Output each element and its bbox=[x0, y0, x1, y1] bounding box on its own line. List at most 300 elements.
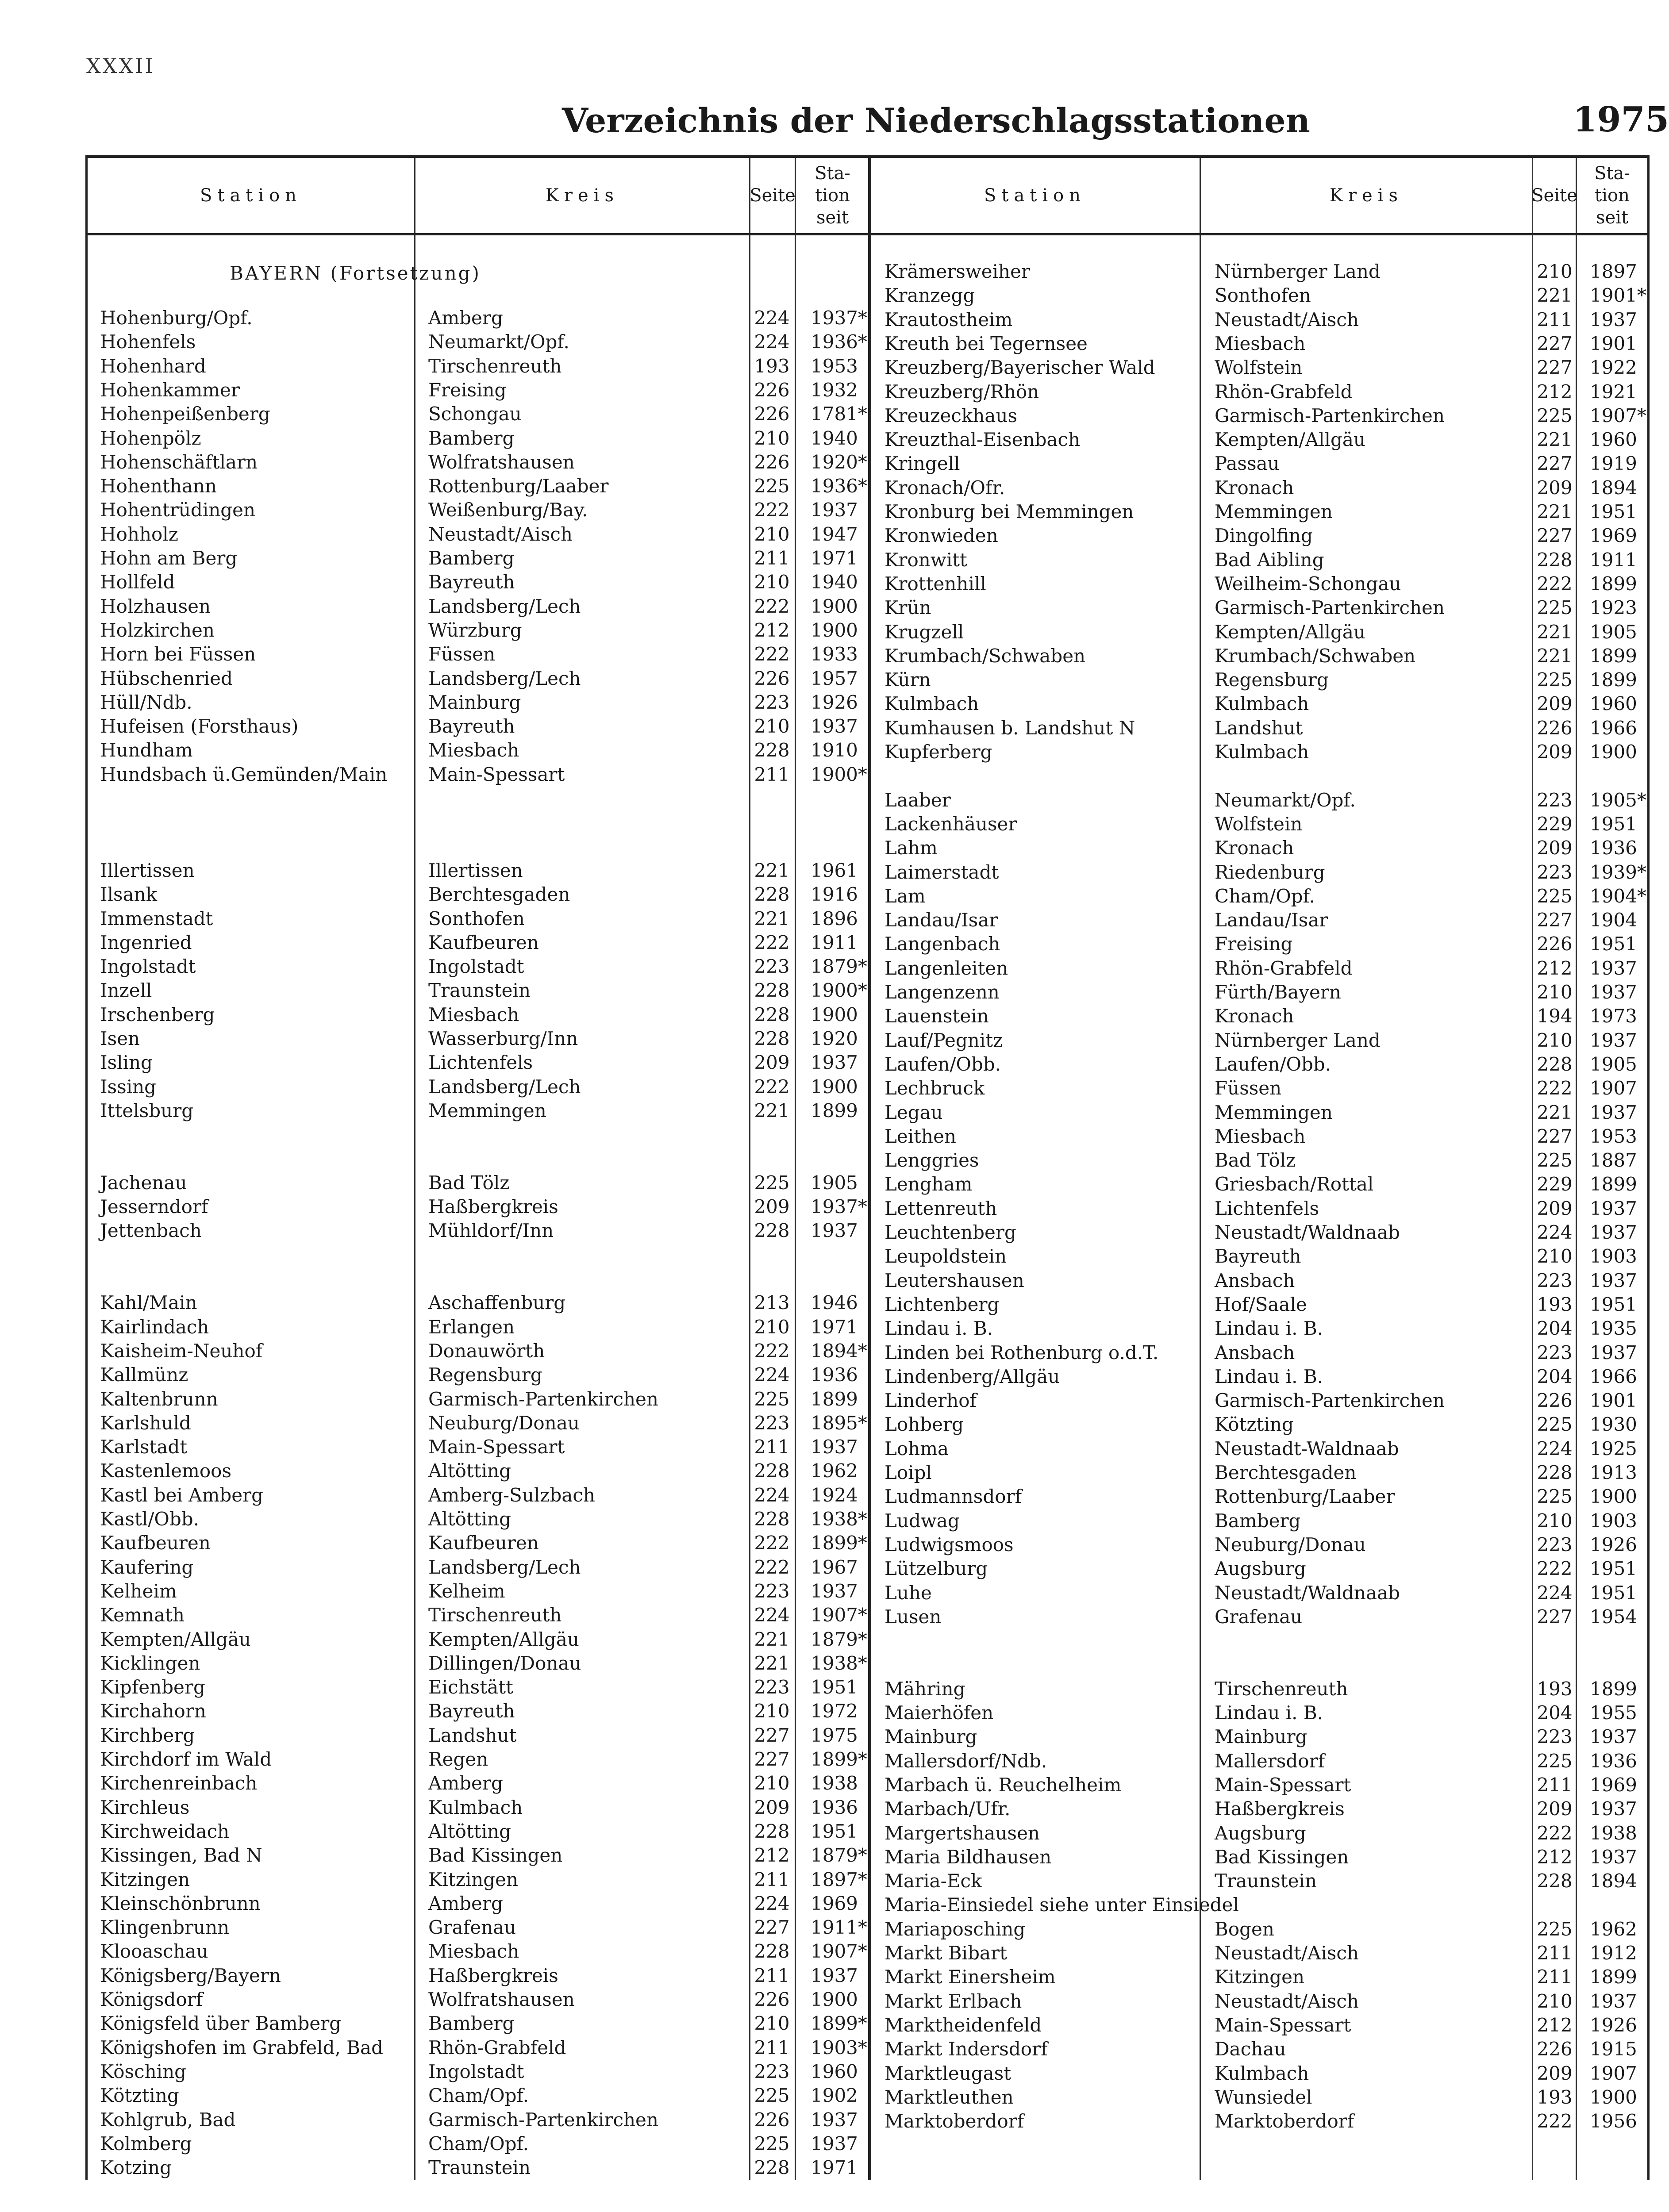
seite-cell: 223 bbox=[754, 2060, 790, 2082]
station-cell: Laimerstadt bbox=[884, 861, 999, 883]
station-cell: Hundsbach ü.Gemünden/Main bbox=[100, 763, 388, 785]
kreis-cell: Riedenburg bbox=[1215, 861, 1325, 883]
table-row bbox=[88, 1675, 869, 1699]
table-row bbox=[870, 284, 1647, 307]
kreis-cell: Garmisch-Partenkirchen bbox=[1215, 597, 1445, 619]
section-heading: BAYERN (Fortsetzung) bbox=[230, 262, 481, 284]
seit-cell: 1938 bbox=[1590, 1822, 1637, 1844]
seite-cell: 209 bbox=[1537, 2062, 1573, 2084]
seit-cell: 1951 bbox=[811, 1676, 858, 1698]
seite-cell: 221 bbox=[1537, 621, 1573, 643]
station-cell: Kempten/Allgäu bbox=[100, 1628, 251, 1650]
seite-cell: 227 bbox=[1537, 909, 1573, 931]
station-cell: Laufen/Obb. bbox=[884, 1053, 1001, 1075]
seite-cell: 209 bbox=[1537, 837, 1573, 859]
seite-cell: 225 bbox=[754, 2132, 790, 2154]
station-cell: Loipl bbox=[884, 1462, 932, 1483]
kreis-cell: Landsberg/Lech bbox=[428, 595, 581, 617]
seite-cell: 224 bbox=[754, 1892, 790, 1914]
seite-cell: 228 bbox=[754, 1508, 790, 1530]
station-cell: Kaufbeuren bbox=[100, 1532, 211, 1554]
station-cell: Lauf/Pegnitz bbox=[884, 1029, 1003, 1051]
seite-cell: 226 bbox=[1537, 1390, 1573, 1412]
seite-cell: 223 bbox=[754, 691, 790, 713]
table-row bbox=[88, 1988, 869, 2012]
page-number: XXXII bbox=[86, 54, 155, 78]
seite-cell: 226 bbox=[754, 403, 790, 425]
seit-cell: 1933 bbox=[811, 643, 858, 665]
seit-cell: 1899 bbox=[1590, 645, 1637, 667]
kreis-cell: Traunstein bbox=[1215, 1870, 1317, 1892]
kreis-cell: Lindau i. B. bbox=[1215, 1702, 1323, 1724]
table-row bbox=[870, 788, 1647, 812]
station-cell: Holzkirchen bbox=[100, 619, 215, 641]
seite-cell: 228 bbox=[754, 979, 790, 1002]
header-kreis: Kreis bbox=[1330, 185, 1403, 206]
table-row bbox=[870, 1605, 1647, 1629]
seit-cell: 1899* bbox=[811, 1748, 867, 1770]
kreis-cell: Garmisch-Partenkirchen bbox=[428, 1388, 658, 1410]
seit-cell: 1937 bbox=[811, 715, 858, 737]
seite-cell: 224 bbox=[754, 331, 790, 353]
station-cell: Leupoldstein bbox=[884, 1245, 1007, 1267]
kreis-cell: Neustadt-Waldnaab bbox=[1215, 1437, 1399, 1459]
seit-cell: 1907 bbox=[1590, 1077, 1637, 1099]
header-rule bbox=[870, 233, 1647, 235]
seit-cell: 1911 bbox=[1590, 549, 1637, 571]
kreis-cell: Laufen/Obb. bbox=[1215, 1053, 1331, 1075]
kreis-cell: Kempten/Allgäu bbox=[1215, 429, 1365, 451]
table-row bbox=[870, 380, 1647, 404]
seite-cell: 223 bbox=[1537, 789, 1573, 811]
station-cell: Legau bbox=[884, 1101, 943, 1123]
seit-cell: 1946 bbox=[811, 1292, 858, 1314]
kreis-cell: Haßbergkreis bbox=[428, 1964, 558, 1986]
station-cell: Krün bbox=[884, 597, 931, 619]
kreis-cell: Miesbach bbox=[1215, 332, 1306, 354]
seit-cell: 1894 bbox=[1590, 1870, 1637, 1892]
seite-cell: 204 bbox=[1537, 1365, 1573, 1387]
table-row bbox=[870, 572, 1647, 596]
table-row bbox=[88, 835, 869, 859]
seit-cell: 1938* bbox=[811, 1652, 867, 1674]
seite-cell: 210 bbox=[754, 1316, 790, 1338]
seite-cell: 223 bbox=[754, 1412, 790, 1434]
table-row bbox=[88, 1027, 869, 1051]
kreis-cell: Kitzingen bbox=[1215, 1966, 1305, 1988]
seit-cell: 1956 bbox=[1590, 2110, 1637, 2132]
table-row bbox=[88, 1075, 869, 1099]
seit-cell: 1937 bbox=[1590, 1221, 1637, 1243]
seite-cell: 210 bbox=[1537, 261, 1573, 282]
station-cell: Kulmbach bbox=[884, 693, 979, 715]
seit-cell: 1961 bbox=[811, 859, 858, 881]
table-row bbox=[870, 716, 1647, 740]
seit-cell: 1912 bbox=[1590, 1942, 1637, 1964]
seite-cell: 225 bbox=[1537, 669, 1573, 691]
station-cell: Kirchenreinbach bbox=[100, 1772, 258, 1794]
seit-cell: 1935 bbox=[1590, 1317, 1637, 1340]
table-row bbox=[88, 474, 869, 498]
kreis-cell: Kaufbeuren bbox=[428, 1532, 539, 1554]
seit-cell: 1897* bbox=[811, 1868, 867, 1890]
seit-cell: 1937 bbox=[1590, 1726, 1637, 1748]
table-row bbox=[88, 1435, 869, 1459]
kreis-cell: Regensburg bbox=[428, 1364, 542, 1386]
table-row bbox=[88, 859, 869, 883]
seit-cell: 1894* bbox=[811, 1340, 867, 1362]
kreis-cell: Traunstein bbox=[428, 2157, 531, 2179]
seite-cell: 228 bbox=[754, 1940, 790, 1962]
kreis-cell: Kulmbach bbox=[1215, 693, 1309, 715]
seite-cell: 212 bbox=[1537, 2014, 1573, 2036]
table-row bbox=[88, 618, 869, 642]
table-row bbox=[88, 498, 869, 522]
seite-cell: 227 bbox=[1537, 525, 1573, 547]
seite-cell: 221 bbox=[1537, 284, 1573, 307]
table-row bbox=[88, 2084, 869, 2108]
station-cell: Markt Erlbach bbox=[884, 1990, 1022, 2012]
kreis-cell: Amberg-Sulzbach bbox=[428, 1484, 595, 1506]
seit-cell: 1879* bbox=[811, 1844, 867, 1866]
station-cell: Kohlgrub, Bad bbox=[100, 2108, 236, 2131]
seit-cell: 1936 bbox=[811, 1796, 858, 1818]
kreis-cell: Traunstein bbox=[428, 979, 531, 1002]
seite-cell: 209 bbox=[754, 1052, 790, 1074]
table-row bbox=[870, 1148, 1647, 1172]
station-cell: Kaufering bbox=[100, 1556, 194, 1578]
seite-cell: 225 bbox=[1537, 1413, 1573, 1436]
kreis-cell: Landshut bbox=[1215, 717, 1303, 739]
table-row bbox=[870, 2062, 1647, 2085]
seite-cell: 224 bbox=[754, 1484, 790, 1506]
seit-cell: 1937 bbox=[811, 499, 858, 521]
table-row bbox=[88, 450, 869, 474]
table-row bbox=[870, 1917, 1647, 1941]
kreis-cell: Kronach bbox=[1215, 1005, 1294, 1027]
kreis-cell: Altötting bbox=[428, 1508, 511, 1530]
seit-cell: 1920 bbox=[811, 1028, 858, 1049]
station-cell: Lettenreuth bbox=[884, 1197, 997, 1219]
table-row bbox=[88, 1291, 869, 1315]
seit-cell: 1971 bbox=[811, 2157, 858, 2179]
station-cell: Horn bei Füssen bbox=[100, 643, 256, 665]
seite-cell: 212 bbox=[754, 1844, 790, 1866]
seit-cell: 1926 bbox=[1590, 2014, 1637, 2036]
seite-cell: 193 bbox=[754, 355, 790, 377]
seit-cell: 1937* bbox=[811, 307, 867, 329]
kreis-cell: Main-Spessart bbox=[1215, 1774, 1351, 1796]
table-row bbox=[870, 1029, 1647, 1052]
kreis-cell: Garmisch-Partenkirchen bbox=[428, 2108, 658, 2131]
header-station: Station bbox=[200, 185, 302, 206]
kreis-cell: Berchtesgaden bbox=[1215, 1462, 1357, 1483]
table-row bbox=[88, 1796, 869, 1820]
table-row bbox=[870, 1317, 1647, 1340]
seit-cell: 1904 bbox=[1590, 909, 1637, 931]
station-cell: Kastl/Obb. bbox=[100, 1508, 199, 1530]
seit-cell: 1900 bbox=[811, 1989, 858, 2010]
kreis-cell: Rottenburg/Laaber bbox=[1215, 1486, 1395, 1508]
kreis-cell: Füssen bbox=[1215, 1077, 1282, 1099]
seite-cell: 227 bbox=[1537, 1605, 1573, 1628]
seite-cell: 228 bbox=[1537, 1053, 1573, 1075]
seit-cell: 1905 bbox=[1590, 1053, 1637, 1075]
seit-cell: 1937 bbox=[811, 2108, 858, 2131]
kreis-cell: Bad Kissingen bbox=[1215, 1846, 1349, 1868]
table-row bbox=[88, 330, 869, 354]
kreis-cell: Cham/Opf. bbox=[1215, 885, 1315, 907]
kreis-cell: Berchtesgaden bbox=[428, 883, 570, 906]
kreis-cell: Altötting bbox=[428, 1460, 511, 1482]
seite-cell: 210 bbox=[754, 523, 790, 545]
seite-cell: 225 bbox=[754, 1388, 790, 1410]
kreis-cell: Rhön-Grabfeld bbox=[1215, 957, 1353, 979]
seit-cell: 1905* bbox=[1590, 789, 1646, 811]
station-cell: Lützelburg bbox=[884, 1558, 988, 1580]
seite-cell: 209 bbox=[1537, 476, 1573, 499]
kreis-cell: Bad Aibling bbox=[1215, 549, 1324, 571]
table-row bbox=[870, 980, 1647, 1004]
table-row bbox=[88, 883, 869, 906]
station-cell: Kreuzeckhaus bbox=[884, 404, 1018, 426]
kreis-cell: Kempten/Allgäu bbox=[428, 1628, 579, 1650]
seit-cell: 1954 bbox=[1590, 1605, 1637, 1628]
seite-cell: 211 bbox=[1537, 308, 1573, 330]
kreis-cell: Augsburg bbox=[1215, 1558, 1306, 1580]
table-row bbox=[88, 1315, 869, 1339]
kreis-cell: Freising bbox=[428, 379, 507, 401]
seite-cell: 221 bbox=[1537, 429, 1573, 451]
table-row bbox=[870, 2037, 1647, 2061]
seite-cell: 227 bbox=[1537, 453, 1573, 475]
table-row bbox=[88, 1219, 869, 1243]
station-cell: Kreuzberg/Bayerischer Wald bbox=[884, 357, 1155, 379]
table-row bbox=[88, 1868, 869, 1892]
table-row bbox=[88, 1411, 869, 1435]
table-row bbox=[870, 2109, 1647, 2133]
kreis-cell: Weilheim-Schongau bbox=[1215, 572, 1401, 595]
seit-cell: 1953 bbox=[1590, 1125, 1637, 1147]
seite-cell: 221 bbox=[1537, 645, 1573, 667]
kreis-cell: Griesbach/Rottal bbox=[1215, 1173, 1374, 1195]
seite-cell: 211 bbox=[1537, 1774, 1573, 1796]
kreis-cell: Cham/Opf. bbox=[428, 2085, 529, 2107]
seite-cell: 224 bbox=[754, 1604, 790, 1626]
seite-cell: 228 bbox=[754, 1220, 790, 1242]
kreis-cell: Bayreuth bbox=[428, 571, 515, 593]
table-row bbox=[870, 332, 1647, 356]
seite-cell: 223 bbox=[1537, 1533, 1573, 1555]
seite-cell: 211 bbox=[1537, 1966, 1573, 1988]
station-cell: Königshofen im Grabfeld, Bad bbox=[100, 2036, 383, 2058]
seite-cell: 223 bbox=[754, 1580, 790, 1602]
kreis-cell: Lichtenfels bbox=[428, 1052, 533, 1074]
seit-cell: 1930 bbox=[1590, 1413, 1637, 1436]
seit-cell: 1900 bbox=[1590, 741, 1637, 763]
kreis-cell: Marktoberdorf bbox=[1215, 2110, 1354, 2132]
seit-cell: 1915 bbox=[1590, 2038, 1637, 2060]
seit-cell: 1951 bbox=[1590, 1582, 1637, 1604]
table-row bbox=[870, 548, 1647, 572]
seit-cell: 1905 bbox=[1590, 621, 1637, 643]
station-cell: Marktoberdorf bbox=[884, 2110, 1024, 2132]
seite-cell: 225 bbox=[1537, 885, 1573, 907]
kreis-cell: Würzburg bbox=[428, 619, 522, 641]
station-cell: Immenstadt bbox=[100, 907, 213, 929]
table-row bbox=[88, 1051, 869, 1075]
seit-cell: 1916 bbox=[811, 883, 858, 906]
seite-cell: 222 bbox=[754, 1556, 790, 1578]
kreis-cell: Neustadt/Waldnaab bbox=[1215, 1582, 1400, 1604]
kreis-cell: Kaufbeuren bbox=[428, 931, 539, 953]
table-row bbox=[870, 308, 1647, 332]
seit-cell: 1879* bbox=[811, 1628, 867, 1650]
station-cell: Kronach/Ofr. bbox=[884, 476, 1005, 499]
seite-cell: 223 bbox=[754, 956, 790, 978]
kreis-cell: Neustadt/Waldnaab bbox=[1215, 1221, 1400, 1243]
table-row bbox=[870, 2085, 1647, 2109]
table-row bbox=[88, 1363, 869, 1387]
table-row bbox=[88, 907, 869, 931]
table-row bbox=[870, 1989, 1647, 2013]
seit-cell: 1903 bbox=[1590, 1509, 1637, 1532]
kreis-cell: Bad Kissingen bbox=[428, 1844, 563, 1866]
station-cell: Maria-Einsiedel siehe unter Einsiedel bbox=[884, 1894, 1239, 1916]
seit-cell: 1938 bbox=[811, 1772, 858, 1794]
seite-cell: 224 bbox=[754, 307, 790, 329]
kreis-cell: Neumarkt/Opf. bbox=[428, 331, 569, 353]
kreis-cell: Dachau bbox=[1215, 2038, 1286, 2060]
kreis-cell: Illertissen bbox=[428, 859, 523, 881]
kreis-cell: Landsberg/Lech bbox=[428, 1075, 581, 1098]
station-cell: Ludmannsdorf bbox=[884, 1486, 1022, 1508]
station-cell: Lohberg bbox=[884, 1413, 964, 1436]
table-row bbox=[870, 260, 1647, 284]
seite-cell: 225 bbox=[754, 475, 790, 497]
table-row bbox=[88, 1483, 869, 1507]
seite-cell: 222 bbox=[1537, 1077, 1573, 1099]
seit-cell: 1905 bbox=[811, 1171, 858, 1194]
seite-cell: 221 bbox=[754, 1652, 790, 1674]
kreis-cell: Mainburg bbox=[428, 691, 521, 713]
seite-cell: 225 bbox=[754, 1171, 790, 1194]
table-row bbox=[870, 764, 1647, 788]
kreis-cell: Kitzingen bbox=[428, 1868, 519, 1890]
seite-cell: 227 bbox=[1537, 1125, 1573, 1147]
seit-cell: 1899 bbox=[1590, 1173, 1637, 1195]
seite-cell: 211 bbox=[1537, 1942, 1573, 1964]
seit-cell: 1937* bbox=[811, 1196, 867, 1218]
station-cell: Kelheim bbox=[100, 1580, 177, 1602]
station-cell: Kotzing bbox=[100, 2157, 172, 2179]
station-cell: Leutershausen bbox=[884, 1269, 1024, 1291]
station-cell: Ittelsburg bbox=[100, 1099, 194, 1121]
seit-cell: 1939* bbox=[1590, 861, 1646, 883]
station-cell: Krautostheim bbox=[884, 308, 1013, 330]
seite-cell: 223 bbox=[1537, 1341, 1573, 1363]
seit-cell: 1911* bbox=[811, 1916, 867, 1939]
kreis-cell: Ingolstadt bbox=[428, 2060, 524, 2082]
seit-cell: 1937 bbox=[1590, 1798, 1637, 1820]
station-cell: Königsfeld über Bamberg bbox=[100, 2012, 342, 2035]
seite-cell: 221 bbox=[754, 907, 790, 929]
seit-cell: 1960 bbox=[1590, 693, 1637, 715]
table-row bbox=[88, 1916, 869, 1939]
kreis-cell: Bad Tölz bbox=[428, 1171, 510, 1194]
seit-cell: 1900 bbox=[811, 595, 858, 617]
kreis-cell: Neustadt/Aisch bbox=[1215, 1942, 1359, 1964]
seite-cell: 225 bbox=[1537, 404, 1573, 426]
station-cell: Ludwag bbox=[884, 1509, 960, 1532]
seit-cell: 1907* bbox=[1590, 404, 1646, 426]
kreis-cell: Lichtenfels bbox=[1215, 1197, 1319, 1219]
table-row bbox=[870, 1749, 1647, 1773]
table-row bbox=[88, 1771, 869, 1795]
station-cell: Ingolstadt bbox=[100, 956, 196, 978]
kreis-cell: Lindau i. B. bbox=[1215, 1365, 1323, 1387]
station-cell: Langenbach bbox=[884, 933, 1000, 955]
station-cell: Maierhöfen bbox=[884, 1702, 994, 1724]
seit-cell: 1910 bbox=[811, 739, 858, 761]
kreis-cell: Erlangen bbox=[428, 1316, 515, 1338]
kreis-cell: Tirschenreuth bbox=[1215, 1678, 1348, 1700]
seit-cell: 1923 bbox=[1590, 597, 1637, 619]
seit-cell: 1900 bbox=[1590, 1486, 1637, 1508]
seite-cell: 227 bbox=[1537, 357, 1573, 379]
seit-cell: 1951 bbox=[1590, 501, 1637, 522]
seit-cell: 1936* bbox=[811, 331, 867, 353]
station-cell: Kicklingen bbox=[100, 1652, 200, 1674]
seit-cell: 1937 bbox=[811, 2132, 858, 2154]
kreis-cell: Altötting bbox=[428, 1820, 511, 1842]
station-cell: Kaltenbrunn bbox=[100, 1388, 218, 1410]
seit-cell: 1925 bbox=[1590, 1437, 1637, 1459]
seit-cell: 1924 bbox=[811, 1484, 858, 1506]
seite-cell: 228 bbox=[754, 739, 790, 761]
table-right bbox=[868, 155, 1650, 2180]
station-cell: Lackenhäuser bbox=[884, 813, 1017, 835]
seite-cell: 212 bbox=[754, 619, 790, 641]
table-row bbox=[88, 1628, 869, 1651]
seit-cell: 1940 bbox=[811, 571, 858, 593]
seit-cell: 1907* bbox=[811, 1940, 867, 1962]
kreis-cell: Kulmbach bbox=[1215, 741, 1309, 763]
seite-cell: 221 bbox=[1537, 501, 1573, 522]
seit-cell: 1899* bbox=[811, 1532, 867, 1554]
station-cell: Lechbruck bbox=[884, 1077, 985, 1099]
seit-cell: 1971 bbox=[811, 1316, 858, 1338]
seite-cell: 193 bbox=[1537, 1293, 1573, 1315]
seit-cell: 1900* bbox=[811, 763, 867, 785]
table-row bbox=[870, 1533, 1647, 1557]
table-row bbox=[870, 1293, 1647, 1317]
kreis-cell: Landau/Isar bbox=[1215, 909, 1328, 931]
seite-cell: 209 bbox=[754, 1796, 790, 1818]
table-row bbox=[870, 404, 1647, 428]
table-row bbox=[870, 1773, 1647, 1797]
kreis-cell: Dingolfing bbox=[1215, 525, 1313, 547]
station-cell: Lichtenberg bbox=[884, 1293, 1000, 1315]
table-row bbox=[88, 2156, 869, 2180]
kreis-cell: Landshut bbox=[428, 1724, 517, 1746]
station-cell: Issing bbox=[100, 1075, 157, 1098]
station-cell: Kaisheim-Neuhof bbox=[100, 1340, 263, 1362]
seit-cell: 1899* bbox=[811, 2012, 867, 2035]
seite-cell: 222 bbox=[1537, 572, 1573, 595]
table-row bbox=[870, 476, 1647, 500]
station-cell: Königsberg/Bayern bbox=[100, 1964, 281, 1986]
